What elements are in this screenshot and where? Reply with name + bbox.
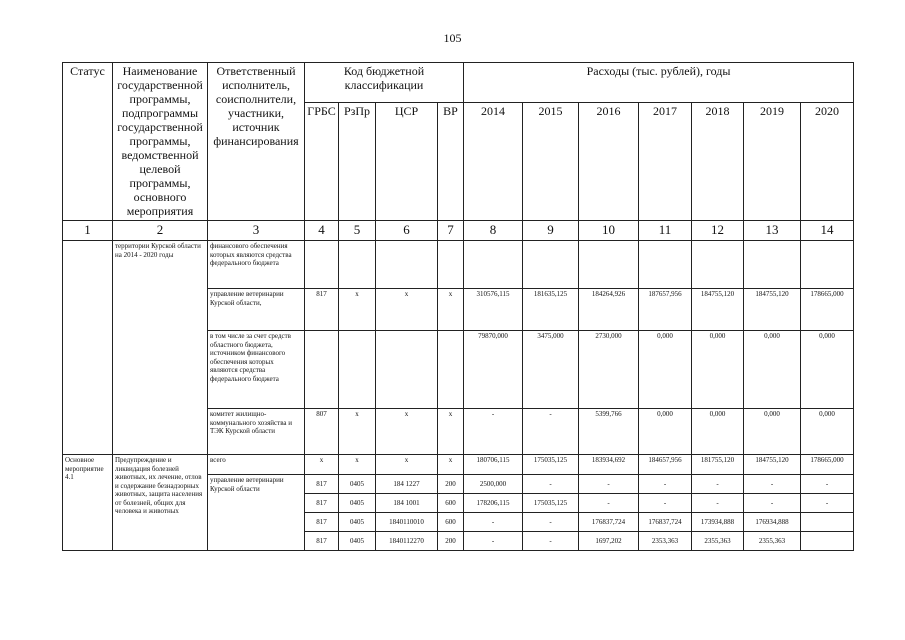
value-cell: 0,000 [801,409,854,455]
vr-cell: 600 [438,513,464,532]
value-cell: - [464,532,523,551]
value-cell: 0,000 [639,331,692,409]
grbs-cell: 817 [305,475,339,494]
value-cell [801,241,854,289]
value-cell [692,241,744,289]
value-cell [801,532,854,551]
grbs-cell [305,331,339,409]
column-number: 14 [801,221,854,241]
grbs-cell: 807 [305,409,339,455]
budget-table [62,62,854,551]
vr-cell [438,241,464,289]
value-cell: - [464,513,523,532]
grbs-cell [305,241,339,289]
value-cell: - [744,494,801,513]
vr-cell: х [438,409,464,455]
column-number: 6 [376,221,438,241]
column-number: 1 [63,221,113,241]
responsible-cell: управление ветеринарии Курской области, [208,289,305,331]
grbs-cell: 817 [305,494,339,513]
header-year: 2014 [464,103,523,221]
block-2 [63,455,854,551]
column-number: 12 [692,221,744,241]
column-number: 4 [305,221,339,241]
value-cell: 2500,000 [464,475,523,494]
csr-cell: 1840110010 [376,513,438,532]
header-year: 2017 [639,103,692,221]
value-cell: - [801,475,854,494]
value-cell: - [639,475,692,494]
value-cell: 178665,000 [801,455,854,475]
column-number: 8 [464,221,523,241]
value-cell: 0,000 [639,409,692,455]
rzpr-cell: 0405 [339,494,376,513]
value-cell: 0,000 [692,409,744,455]
value-cell: 184755,120 [692,289,744,331]
value-cell: 3475,000 [523,331,579,409]
rzpr-cell: 0405 [339,532,376,551]
csr-cell [376,241,438,289]
value-cell: 176934,888 [744,513,801,532]
value-cell: 310576,115 [464,289,523,331]
csr-cell: х [376,455,438,475]
value-cell: 2353,363 [639,532,692,551]
value-cell [523,241,579,289]
responsible-cell: комитет жилищно-коммунального хозяйства и ТЭК Курской области [208,409,305,455]
value-cell: 0,000 [744,409,801,455]
table-row [63,241,854,289]
table-header [63,63,854,221]
column-number: 13 [744,221,801,241]
value-cell: 1697,202 [579,532,639,551]
column-number: 5 [339,221,376,241]
csr-cell: 184 1001 [376,494,438,513]
grbs-cell: 817 [305,532,339,551]
value-cell: 0,000 [801,331,854,409]
value-cell: 187657,956 [639,289,692,331]
value-cell: 181635,125 [523,289,579,331]
value-cell: 175035,125 [523,494,579,513]
value-cell: - [523,532,579,551]
value-cell: 178206,115 [464,494,523,513]
column-number: 3 [208,221,305,241]
header-year: 2016 [579,103,639,221]
header-year: 2019 [744,103,801,221]
column-number: 10 [579,221,639,241]
value-cell: 2355,363 [744,532,801,551]
rzpr-cell: х [339,455,376,475]
status-cell [63,241,113,455]
value-cell: 181755,120 [692,455,744,475]
value-cell: 178665,000 [801,289,854,331]
grbs-cell: 817 [305,289,339,331]
value-cell: - [523,409,579,455]
vr-cell: х [438,455,464,475]
value-cell [464,241,523,289]
column-number: 2 [113,221,208,241]
value-cell: 183934,692 [579,455,639,475]
value-cell [744,241,801,289]
vr-cell: 200 [438,475,464,494]
header-code-vr: ВР [438,103,464,221]
value-cell: - [744,475,801,494]
value-cell: 5399,766 [579,409,639,455]
rzpr-cell: х [339,289,376,331]
status-cell: Основное мероприятие 4.1 [63,455,113,551]
value-cell: 79870,000 [464,331,523,409]
value-cell: 176837,724 [639,513,692,532]
header-name: Наименование государственной программы, подпрограммы государственной программы, ведомственной целевой программы, основного мероприятия [113,63,208,221]
header-year: 2020 [801,103,854,221]
block-1 [63,241,854,455]
responsible-cell: финансового обеспечения которых являются средства федерального бюджета [208,241,305,289]
header-code-csr: ЦСР [376,103,438,221]
column-number-row [63,221,854,241]
responsible-cell: управление ветеринарии Курской области [208,475,305,551]
program-name-cell: Предупреждение и ликвидация болезней животных, их лечение, отлов и содержание безнадзорных животных, защита населения от болезней, общих для человека и животных [113,455,208,551]
header-code-grbs: ГРБС [305,103,339,221]
value-cell: 2730,000 [579,331,639,409]
value-cell: 176837,724 [579,513,639,532]
value-cell [801,513,854,532]
csr-cell [376,331,438,409]
value-cell: 175035,125 [523,455,579,475]
value-cell [579,241,639,289]
header-code-rzpr: РзПр [339,103,376,221]
csr-cell: 184 1227 [376,475,438,494]
value-cell: 2355,363 [692,532,744,551]
header-budget-code: Код бюджетной классификации [305,63,464,103]
value-cell: - [523,513,579,532]
value-cell: 184755,120 [744,455,801,475]
header-status: Статус [63,63,113,221]
header-expenses: Расходы (тыс. рублей), годы [464,63,854,103]
vr-cell [438,331,464,409]
csr-cell: 1840112270 [376,532,438,551]
value-cell: 173934,888 [692,513,744,532]
value-cell: 180706,115 [464,455,523,475]
value-cell: 184657,956 [639,455,692,475]
value-cell: 0,000 [692,331,744,409]
column-number: 11 [639,221,692,241]
value-cell: - [464,409,523,455]
grbs-cell: 817 [305,513,339,532]
column-number: 9 [523,221,579,241]
value-cell: 184755,120 [744,289,801,331]
value-cell [639,241,692,289]
value-cell: - [639,494,692,513]
page-number: 105 [443,31,462,45]
value-cell: 184264,926 [579,289,639,331]
program-name-cell: территории Курской области на 2014 - 2020 годы [113,241,208,455]
csr-cell: х [376,289,438,331]
responsible-cell: всего [208,455,305,475]
value-cell: - [579,475,639,494]
grbs-cell: х [305,455,339,475]
csr-cell: х [376,409,438,455]
value-cell: - [523,475,579,494]
responsible-cell: в том числе за счет средств областного бюджета, источником финансового обеспечения которых являются средства федерального бюджета [208,331,305,409]
table-row [63,455,854,475]
header-responsible: Ответственный исполнитель, соисполнители, участники, источник финансирования [208,63,305,221]
rzpr-cell [339,241,376,289]
value-cell: 0,000 [744,331,801,409]
vr-cell: х [438,289,464,331]
column-number: 7 [438,221,464,241]
rzpr-cell: 0405 [339,475,376,494]
value-cell: - [801,494,854,513]
header-year: 2018 [692,103,744,221]
rzpr-cell [339,331,376,409]
vr-cell: 200 [438,532,464,551]
value-cell: - [692,475,744,494]
value-cell: - [579,494,639,513]
rzpr-cell: 0405 [339,513,376,532]
rzpr-cell: х [339,409,376,455]
vr-cell: 600 [438,494,464,513]
header-year: 2015 [523,103,579,221]
value-cell: - [692,494,744,513]
